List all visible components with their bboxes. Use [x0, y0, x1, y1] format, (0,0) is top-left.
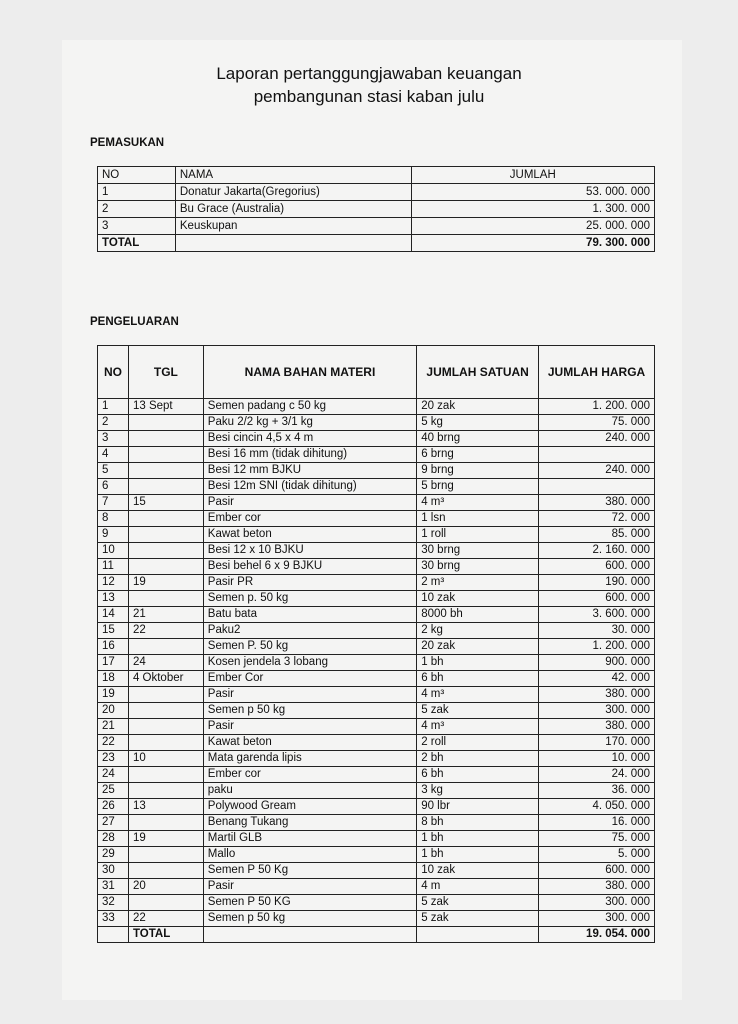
expense-cell-satuan: 8000 bh [417, 607, 539, 623]
expense-cell-nama: Pasir [203, 687, 416, 703]
expense-row [98, 431, 655, 447]
expense-cell-harga: 24. 000 [539, 767, 655, 783]
expense-cell-tgl: 4 Oktober [128, 671, 203, 687]
expense-cell-harga: 4. 050. 000 [539, 799, 655, 815]
expense-cell-nama: Semen p. 50 kg [203, 591, 416, 607]
expense-cell-satuan: 2 kg [417, 623, 539, 639]
expenses-total-empty2 [203, 927, 416, 943]
expense-cell-nama: Semen padang c 50 kg [203, 399, 416, 415]
expense-cell-harga: 75. 000 [539, 831, 655, 847]
expense-cell-tgl [128, 431, 203, 447]
expense-cell-no: 21 [98, 719, 129, 735]
expense-row [98, 847, 655, 863]
income-total-empty [175, 235, 411, 252]
expense-cell-harga [539, 447, 655, 463]
expense-cell-nama: Besi cincin 4,5 x 4 m [203, 431, 416, 447]
expense-cell-satuan: 10 zak [417, 863, 539, 879]
expense-row [98, 575, 655, 591]
income-header-nama: NAMA [175, 167, 411, 184]
expense-cell-nama: Mallo [203, 847, 416, 863]
expense-cell-satuan: 2 roll [417, 735, 539, 751]
expense-cell-satuan: 3 kg [417, 783, 539, 799]
expense-row [98, 879, 655, 895]
expense-cell-harga: 1. 200. 000 [539, 639, 655, 655]
expense-cell-nama: Batu bata [203, 607, 416, 623]
expense-cell-harga: 900. 000 [539, 655, 655, 671]
expense-cell-nama: Besi 12 mm BJKU [203, 463, 416, 479]
expense-cell-no: 9 [98, 527, 129, 543]
expense-cell-tgl [128, 847, 203, 863]
expense-cell-tgl: 15 [128, 495, 203, 511]
expense-row [98, 911, 655, 927]
expense-cell-tgl: 20 [128, 879, 203, 895]
expense-row [98, 511, 655, 527]
expense-cell-satuan: 6 bh [417, 671, 539, 687]
expense-cell-tgl: 22 [128, 623, 203, 639]
expense-cell-tgl: 13 Sept [128, 399, 203, 415]
income-row [98, 184, 655, 201]
income-table [97, 166, 655, 252]
expense-cell-tgl: 19 [128, 831, 203, 847]
expense-cell-nama: Semen P 50 KG [203, 895, 416, 911]
expense-cell-harga: 300. 000 [539, 911, 655, 927]
expense-cell-tgl: 22 [128, 911, 203, 927]
expense-cell-nama: Besi 16 mm (tidak dihitung) [203, 447, 416, 463]
expense-cell-no: 11 [98, 559, 129, 575]
expense-cell-satuan: 20 zak [417, 639, 539, 655]
expense-cell-no: 10 [98, 543, 129, 559]
income-row [98, 201, 655, 218]
expense-cell-no: 8 [98, 511, 129, 527]
expense-cell-nama: Ember cor [203, 767, 416, 783]
expense-cell-satuan: 5 zak [417, 703, 539, 719]
expense-row [98, 527, 655, 543]
report-title-line1: Laporan pertanggungjawaban keuangan [216, 64, 522, 83]
expense-row [98, 799, 655, 815]
expense-cell-harga: 10. 000 [539, 751, 655, 767]
expense-cell-nama: Benang Tukang [203, 815, 416, 831]
income-cell-no: 1 [98, 184, 176, 201]
income-cell-no: 3 [98, 218, 176, 235]
expense-cell-no: 14 [98, 607, 129, 623]
expense-cell-satuan: 20 zak [417, 399, 539, 415]
expense-cell-harga: 380. 000 [539, 687, 655, 703]
expense-cell-harga: 75. 000 [539, 415, 655, 431]
expense-cell-nama: Paku 2/2 kg + 3/1 kg [203, 415, 416, 431]
expense-row [98, 719, 655, 735]
expense-cell-satuan: 30 brng [417, 543, 539, 559]
expense-cell-tgl: 21 [128, 607, 203, 623]
expense-row [98, 591, 655, 607]
expense-cell-tgl [128, 543, 203, 559]
expense-row [98, 399, 655, 415]
expense-cell-satuan: 4 m³ [417, 495, 539, 511]
expense-cell-no: 31 [98, 879, 129, 895]
expense-row [98, 495, 655, 511]
expense-cell-harga: 85. 000 [539, 527, 655, 543]
expense-row [98, 751, 655, 767]
expense-cell-harga: 380. 000 [539, 879, 655, 895]
expense-row [98, 863, 655, 879]
expenses-total-empty [98, 927, 129, 943]
expense-cell-harga: 300. 000 [539, 703, 655, 719]
expenses-header-satuan: JUMLAH SATUAN [417, 346, 539, 399]
expense-cell-no: 23 [98, 751, 129, 767]
expense-cell-harga: 3. 600. 000 [539, 607, 655, 623]
expense-cell-satuan: 4 m³ [417, 719, 539, 735]
expense-cell-no: 27 [98, 815, 129, 831]
income-total-row [98, 235, 655, 252]
expense-cell-harga: 42. 000 [539, 671, 655, 687]
expense-cell-tgl [128, 735, 203, 751]
expense-cell-nama: Besi 12m SNI (tidak dihitung) [203, 479, 416, 495]
expense-cell-satuan: 5 kg [417, 415, 539, 431]
expense-cell-nama: Pasir [203, 719, 416, 735]
expense-row [98, 687, 655, 703]
expense-cell-satuan: 40 brng [417, 431, 539, 447]
expense-cell-no: 6 [98, 479, 129, 495]
expense-cell-tgl [128, 863, 203, 879]
expense-row [98, 623, 655, 639]
expense-cell-tgl [128, 415, 203, 431]
income-row [98, 218, 655, 235]
expense-row [98, 479, 655, 495]
expense-cell-no: 15 [98, 623, 129, 639]
expense-cell-tgl [128, 591, 203, 607]
expense-cell-no: 32 [98, 895, 129, 911]
expense-cell-satuan: 5 brng [417, 479, 539, 495]
expense-cell-satuan: 4 m³ [417, 687, 539, 703]
expense-cell-tgl [128, 639, 203, 655]
expense-cell-no: 16 [98, 639, 129, 655]
expense-row [98, 783, 655, 799]
expense-row [98, 671, 655, 687]
expense-cell-no: 19 [98, 687, 129, 703]
expense-cell-nama: Mata garenda lipis [203, 751, 416, 767]
income-total-label: TOTAL [98, 235, 176, 252]
expense-cell-nama: Besi behel 6 x 9 BJKU [203, 559, 416, 575]
expense-cell-tgl [128, 687, 203, 703]
expense-cell-harga: 240. 000 [539, 431, 655, 447]
expenses-header-row [98, 346, 655, 399]
expense-cell-no: 12 [98, 575, 129, 591]
income-header-no: NO [98, 167, 176, 184]
expense-cell-harga: 600. 000 [539, 559, 655, 575]
income-rows [98, 184, 655, 235]
expense-cell-satuan: 2 bh [417, 751, 539, 767]
expense-cell-no: 33 [98, 911, 129, 927]
expense-cell-satuan: 10 zak [417, 591, 539, 607]
expense-cell-satuan: 1 bh [417, 831, 539, 847]
expense-cell-harga: 36. 000 [539, 783, 655, 799]
expense-row [98, 543, 655, 559]
expense-cell-no: 3 [98, 431, 129, 447]
expense-cell-tgl: 24 [128, 655, 203, 671]
income-cell-nama: Keuskupan [175, 218, 411, 235]
expenses-table [97, 345, 655, 943]
expense-cell-nama: Pasir [203, 495, 416, 511]
expense-row [98, 447, 655, 463]
expenses-header-harga: JUMLAH HARGA [539, 346, 655, 399]
expense-row [98, 655, 655, 671]
expense-cell-no: 30 [98, 863, 129, 879]
income-cell-jumlah: 25. 000. 000 [411, 218, 654, 235]
expense-cell-harga: 72. 000 [539, 511, 655, 527]
expenses-total-label: TOTAL [128, 927, 203, 943]
income-cell-nama: Donatur Jakarta(Gregorius) [175, 184, 411, 201]
expense-cell-tgl [128, 527, 203, 543]
expense-cell-tgl [128, 767, 203, 783]
expenses-header-tgl: TGL [128, 346, 203, 399]
expense-cell-tgl [128, 447, 203, 463]
expense-cell-nama: Pasir PR [203, 575, 416, 591]
expenses-total-row [98, 927, 655, 943]
expense-cell-harga: 600. 000 [539, 863, 655, 879]
expense-cell-no: 28 [98, 831, 129, 847]
expense-cell-tgl [128, 511, 203, 527]
expense-cell-nama: Semen P. 50 kg [203, 639, 416, 655]
expense-cell-tgl: 19 [128, 575, 203, 591]
expense-cell-no: 26 [98, 799, 129, 815]
expense-cell-satuan: 5 zak [417, 911, 539, 927]
expenses-rows [98, 399, 655, 927]
income-total-value: 79. 300. 000 [411, 235, 654, 252]
expense-cell-harga: 30. 000 [539, 623, 655, 639]
expense-cell-satuan: 1 roll [417, 527, 539, 543]
expenses-heading: PENGELUARAN [90, 316, 179, 328]
expenses-header-nama: NAMA BAHAN MATERI [203, 346, 416, 399]
expense-row [98, 607, 655, 623]
expense-cell-nama: Semen p 50 kg [203, 703, 416, 719]
income-header-row [98, 167, 655, 184]
expense-cell-tgl [128, 479, 203, 495]
expense-cell-harga: 380. 000 [539, 495, 655, 511]
expense-cell-harga: 1. 200. 000 [539, 399, 655, 415]
expense-cell-nama: Kawat beton [203, 735, 416, 751]
expense-cell-satuan: 2 m³ [417, 575, 539, 591]
expenses-total-value: 19. 054. 000 [539, 927, 655, 943]
expense-cell-harga: 170. 000 [539, 735, 655, 751]
expense-cell-tgl [128, 463, 203, 479]
income-header-jumlah: JUMLAH [411, 167, 654, 184]
expense-cell-nama: Besi 12 x 10 BJKU [203, 543, 416, 559]
expense-cell-no: 4 [98, 447, 129, 463]
expense-row [98, 735, 655, 751]
expense-cell-tgl [128, 703, 203, 719]
expense-cell-satuan: 30 brng [417, 559, 539, 575]
expense-cell-harga: 240. 000 [539, 463, 655, 479]
expense-cell-satuan: 8 bh [417, 815, 539, 831]
expense-row [98, 815, 655, 831]
expense-cell-tgl: 13 [128, 799, 203, 815]
expense-cell-tgl [128, 895, 203, 911]
expense-cell-satuan: 1 bh [417, 655, 539, 671]
expense-row [98, 767, 655, 783]
income-cell-nama: Bu Grace (Australia) [175, 201, 411, 218]
expense-cell-nama: Pasir [203, 879, 416, 895]
expense-cell-harga: 16. 000 [539, 815, 655, 831]
expense-row [98, 415, 655, 431]
income-cell-jumlah: 1. 300. 000 [411, 201, 654, 218]
expense-cell-harga: 600. 000 [539, 591, 655, 607]
expense-cell-no: 17 [98, 655, 129, 671]
expense-cell-no: 18 [98, 671, 129, 687]
expense-cell-no: 29 [98, 847, 129, 863]
expenses-header-no: NO [98, 346, 129, 399]
expense-cell-satuan: 4 m [417, 879, 539, 895]
expense-cell-nama: Paku2 [203, 623, 416, 639]
income-cell-jumlah: 53. 000. 000 [411, 184, 654, 201]
expense-cell-harga: 2. 160. 000 [539, 543, 655, 559]
expense-cell-satuan: 5 zak [417, 895, 539, 911]
expense-cell-nama: Polywood Gream [203, 799, 416, 815]
expense-cell-nama: paku [203, 783, 416, 799]
expense-cell-no: 13 [98, 591, 129, 607]
expense-cell-harga: 300. 000 [539, 895, 655, 911]
expense-cell-no: 22 [98, 735, 129, 751]
expense-cell-tgl [128, 719, 203, 735]
expense-cell-nama: Martil GLB [203, 831, 416, 847]
expense-cell-satuan: 6 brng [417, 447, 539, 463]
expense-cell-tgl [128, 815, 203, 831]
expense-cell-nama: Ember cor [203, 511, 416, 527]
expense-cell-satuan: 6 bh [417, 767, 539, 783]
expense-cell-no: 25 [98, 783, 129, 799]
expense-cell-nama: Kosen jendela 3 lobang [203, 655, 416, 671]
expense-cell-no: 2 [98, 415, 129, 431]
expenses-total-empty3 [417, 927, 539, 943]
expense-cell-tgl: 10 [128, 751, 203, 767]
expense-cell-harga: 190. 000 [539, 575, 655, 591]
expense-cell-nama: Kawat beton [203, 527, 416, 543]
expense-row [98, 559, 655, 575]
expense-cell-harga [539, 479, 655, 495]
income-cell-no: 2 [98, 201, 176, 218]
expense-cell-no: 1 [98, 399, 129, 415]
expense-row [98, 831, 655, 847]
expense-cell-nama: Semen p 50 kg [203, 911, 416, 927]
expense-cell-no: 20 [98, 703, 129, 719]
expense-cell-tgl [128, 783, 203, 799]
expense-cell-nama: Ember Cor [203, 671, 416, 687]
expense-row [98, 895, 655, 911]
expense-cell-no: 5 [98, 463, 129, 479]
expense-cell-nama: Semen P 50 Kg [203, 863, 416, 879]
expense-cell-tgl [128, 559, 203, 575]
report-title-line2: pembangunan stasi kaban julu [253, 87, 485, 106]
expense-cell-no: 7 [98, 495, 129, 511]
expense-cell-harga: 5. 000 [539, 847, 655, 863]
expense-row [98, 703, 655, 719]
expense-cell-satuan: 9 brng [417, 463, 539, 479]
expense-cell-satuan: 1 lsn [417, 511, 539, 527]
expense-cell-satuan: 1 bh [417, 847, 539, 863]
expense-cell-no: 24 [98, 767, 129, 783]
expense-cell-harga: 380. 000 [539, 719, 655, 735]
expense-cell-satuan: 90 lbr [417, 799, 539, 815]
income-heading: PEMASUKAN [90, 137, 165, 149]
expense-row [98, 639, 655, 655]
expense-row [98, 463, 655, 479]
